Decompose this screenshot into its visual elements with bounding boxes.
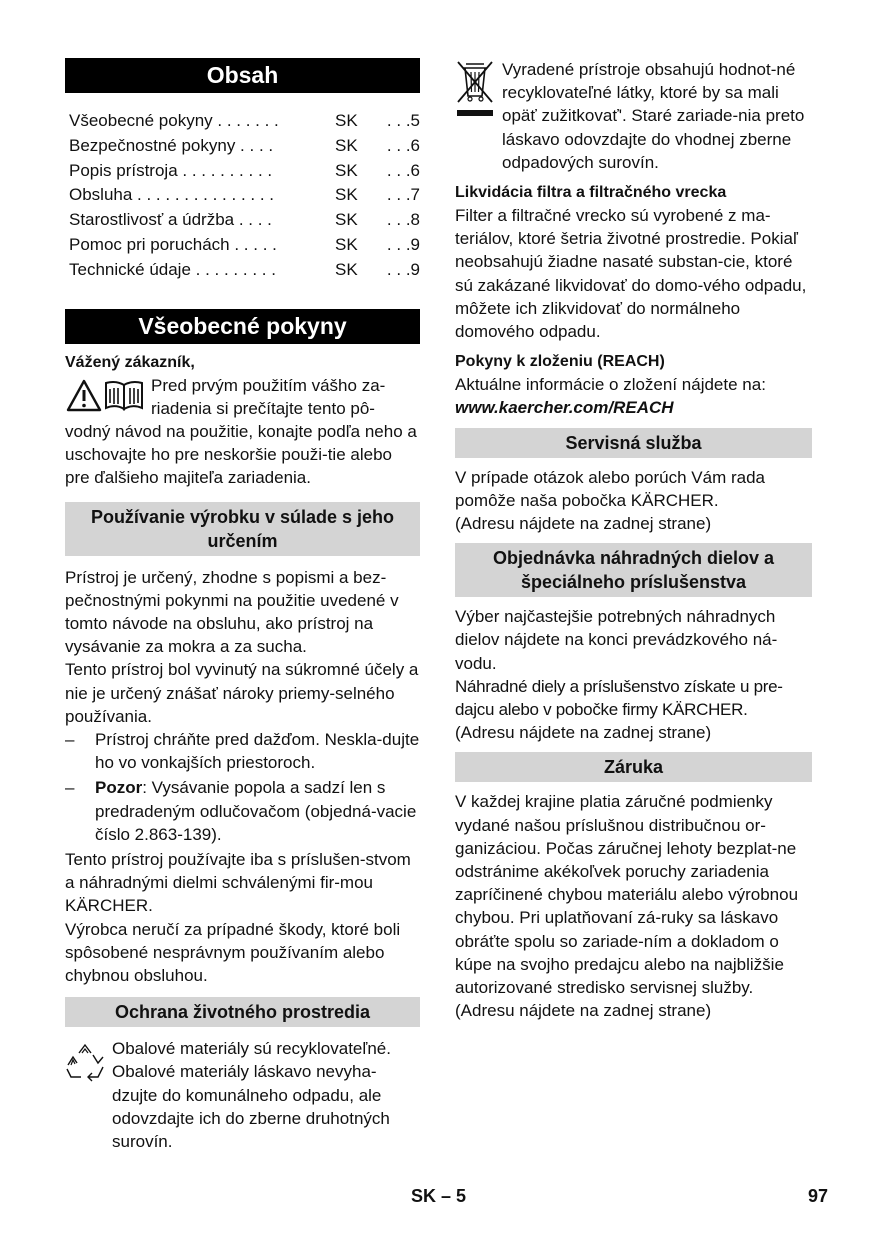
intended-use-p1: Prístroj je určený, zhodne s popismi a bez-pečnostnými pokynmi na použitie uvedené v tomto návode na obsluhu, ako prístroj na vysávanie za mokra a za sucha. — [65, 567, 399, 657]
environment-heading: Ochrana životného prostredia — [65, 997, 420, 1027]
caution-label: Pozor — [95, 778, 143, 798]
toc-entry-title: Technické údaje . . . . . . . . . — [69, 259, 276, 279]
toc-entry-lang: SK — [335, 160, 358, 180]
list-item — [65, 728, 420, 774]
crossed-bin-icon — [455, 60, 495, 118]
toc-entry[interactable] — [65, 159, 420, 184]
toc-entry-page: . . .6 — [386, 135, 420, 155]
toc-entry-title: Starostlivosť a údržba . . . . — [69, 210, 272, 230]
toc-entry-lang: SK — [335, 111, 358, 130]
list-dash: – — [65, 730, 75, 750]
parts-p1: Výber najčastejšie potrebných náhradnych dielov nájdete na konci prevádzkového ná-vodu. — [455, 607, 778, 673]
toc-entry[interactable] — [65, 233, 420, 258]
filter-text: Filter a filtračné vrecko sú vyrobené z ma-teriálov, ktoré šetria životné prostredie. Pokiaľ neobsahujú žiadne nasaté substan-cie, ktoré sú zakázané likvidovať do domo-vého odpadu, môžete ich zlikvidovať do normálneho domového odpadu. — [455, 206, 807, 342]
intended-use-heading: Používanie výrobku v súlade s jeho určením — [65, 502, 420, 556]
service-address: (Adresu nájdete na zadnej strane) — [455, 514, 712, 534]
toc-entry[interactable] — [65, 134, 420, 159]
toc-entry-title: Obsluha . . . . . . . . . . . . . . . — [69, 185, 275, 205]
toc-entry-lang: SK — [335, 210, 358, 230]
toc-entry-title: Pomoc pri poruchách . . . . . — [69, 234, 277, 254]
toc-entry-title: Popis prístroja . . . . . . . . . . — [69, 160, 273, 180]
left-column — [65, 58, 420, 1153]
recycling-icon — [65, 1043, 107, 1083]
toc-entry-page: . . .9 — [386, 234, 420, 254]
warning-triangle-book-icon — [65, 377, 147, 413]
reach-text: Aktuálne informácie o zložení nájdete na: — [455, 375, 766, 395]
intro-with-icons — [65, 374, 420, 420]
toc-entry-lang: SK — [335, 234, 358, 254]
filter-heading: Likvidácia filtra a filtračného vrecka — [455, 184, 727, 202]
toc-entry-page: . . .9 — [386, 259, 420, 279]
service-text: V prípade otázok alebo porúch Vám rada pomôže naša pobočka KÄRCHER. — [455, 467, 765, 510]
toc-entry-title: Bezpečnostné pokyny . . . . — [69, 135, 274, 155]
weee-text: Vyradené prístroje obsahujú hodnot-né recyklovateľné látky, ktoré by sa mali opäť zužitkovať'. Staré zariade-nia preto láskavo odovzdajte do vhodnej zberne odpadových surovín. — [502, 60, 805, 172]
reach-heading: Pokyny k zloženiu (REACH) — [455, 353, 665, 371]
right-column — [455, 58, 812, 1023]
toc-entry-page: . . .5 — [386, 111, 420, 130]
list-item-text — [95, 776, 420, 846]
warranty-text: V každej krajine platia záručné podmienky vydané našou príslušnou distribučnou or-ganizáciou. Počas záručnej lehoty bezplat-ne odstránime akékoľvek poruchy zariadenia zapríčinené chybou materiálu alebo výrobnou chybou. Pri uplatňovaní zá-ruky sa láskavo obráťte spolu so zariade-ním a dokladom o kúpe na svojho predajcu alebo na najbližšie autorizované stredisko servisnej služby. — [455, 792, 799, 998]
parts-address: (Adresu nájdete na zadnej strane) — [455, 723, 712, 743]
warning-manual-icons — [65, 374, 151, 420]
toc-entry[interactable] — [65, 183, 420, 208]
parts-heading: Objednávka náhradných dielov a špeciálneho príslušenstva — [455, 543, 812, 597]
intro-rest: vodný návod na použitie, konajte podľa neho a uschovajte ho pre neskoršie použi-tie alebo pre ďalšieho majiteľa zariadenia. — [65, 421, 417, 488]
toc-entry[interactable] — [65, 109, 420, 134]
toc-entry-title: Všeobecné pokyny . . . . . . . — [69, 111, 279, 130]
recycling-icon-box — [65, 1037, 112, 1153]
toc-entry-lang: SK — [335, 135, 358, 155]
toc-entry-page: . . .7 — [386, 185, 420, 205]
list-dash: – — [65, 778, 75, 798]
parts-p2: Náhradné diely a príslušenstvo získate u pre-dajcu alebo v pobočke firmy KÄRCHER. — [455, 676, 783, 720]
list-item — [65, 776, 420, 846]
toc-entry-page: . . .8 — [386, 210, 420, 230]
warranty-heading: Záruka — [455, 752, 812, 782]
toc-entry[interactable] — [65, 208, 420, 233]
reach-link[interactable]: www.kaercher.com/REACH — [455, 398, 674, 418]
intended-use-p4: Výrobca neručí za prípadné škody, ktoré boli spôsobené nesprávnym používaním alebo chybnou obsluhou. — [65, 919, 401, 986]
general-heading: Všeobecné pokyny — [65, 309, 420, 344]
footer-page-number: 97 — [808, 1186, 829, 1206]
weee-icon-box — [455, 58, 502, 174]
toc-entry[interactable] — [65, 258, 420, 283]
environment-block — [65, 1037, 420, 1153]
weee-block — [455, 58, 812, 174]
caution-text: : Vysávanie popola a sadzí len s predradeným odlučovačom (objedná-vacie číslo 2.863-139). — [95, 778, 417, 844]
toc-entry-lang: SK — [335, 259, 358, 279]
list-item-text: Prístroj chráňte pred dažďom. Neskla-dujte ho vo vonkajších priestoroch. — [95, 730, 420, 773]
intended-use-p2: Tento prístroj bol vyvinutý na súkromné účely a nie je určený znášať nároky priemy-selného používania. — [65, 660, 419, 726]
intro-lines — [151, 374, 385, 420]
intended-use-p3: Tento prístroj používajte iba s príslušen-stvom a náhradnými dielmi schválenými fir-mou KÄRCHER. — [65, 850, 411, 916]
toc-entry-lang: SK — [335, 185, 358, 205]
intro-line-1: Pred prvým použitím vášho za- — [151, 375, 386, 395]
toc-entry-page: . . .6 — [386, 160, 420, 180]
warranty-address: (Adresu nájdete na zadnej strane) — [455, 1001, 712, 1021]
toc-heading: Obsah — [65, 58, 420, 93]
precautions-list — [65, 728, 420, 846]
salutation: Vážený zákazník, — [65, 353, 195, 371]
footer-section-label: SK – 5 — [411, 1186, 467, 1206]
service-heading: Servisná služba — [455, 428, 812, 458]
intro-line-2: riadenia si prečítajte tento pô- — [151, 398, 375, 418]
environment-text: Obalové materiály sú recyklovateľné. Obalové materiály láskavo nevyha-dzujte do komunálneho odpadu, ale odovzdajte ich do zberne druhotných surovín. — [112, 1039, 391, 1152]
table-of-contents — [65, 109, 420, 283]
